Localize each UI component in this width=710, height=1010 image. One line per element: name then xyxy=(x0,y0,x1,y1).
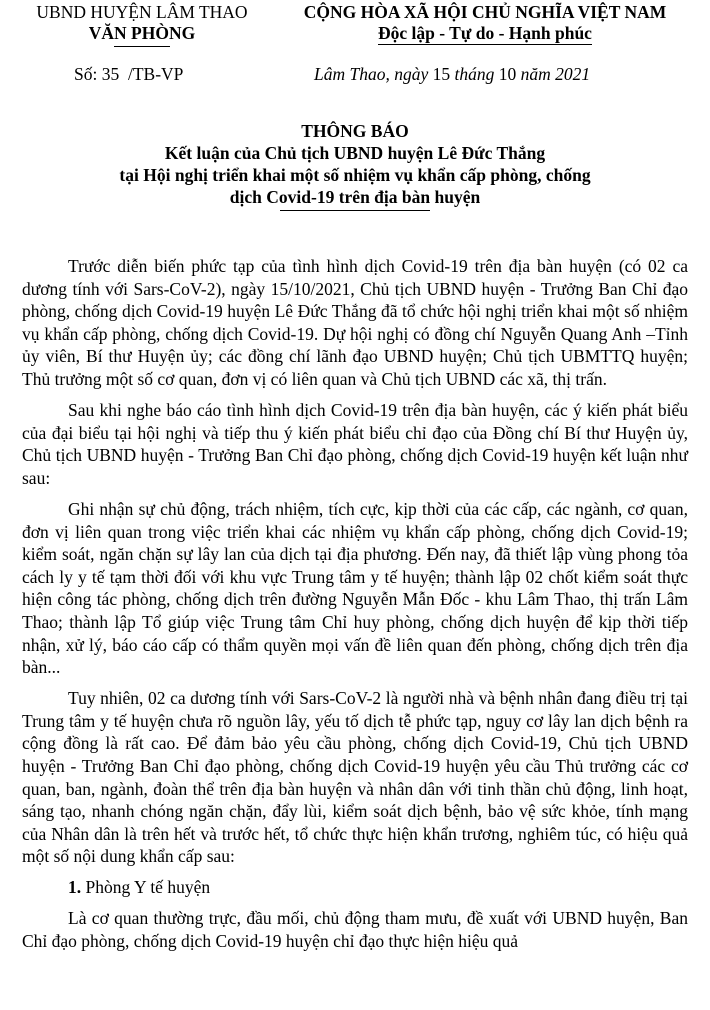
national-heading-block xyxy=(270,2,700,45)
title-underline xyxy=(280,210,430,211)
section-title: Phòng Y tế huyện xyxy=(85,877,211,898)
title-line-3: dịch Covid-19 trên địa bàn huyện xyxy=(229,187,481,207)
date-month: 10 xyxy=(498,64,517,84)
title-line-1: Kết luận của Chủ tịch UBND huyện Lê Đức Thắng xyxy=(164,143,546,163)
body-paragraph-3: Ghi nhận sự chủ động, trách nhiệm, tích cực, kịp thời của các cấp, các ngành, cơ quan, đơn vị liên quan trong việc triển khai các nhiệm vụ khẩn cấp phòng, chống dịch Covid-19; kiểm soát, ngăn chặn sự lây lan của dịch tại địa phương. Đến nay, đã thiết lập vùng phong tỏa cách ly y tế tạm thời đối với khu vực Trung tâm y tế huyện; thành lập 02 chốt kiểm soát thực hiện công tác phòng, chống dịch trên đường Nguyễn Mẫn Đốc - khu Lâm Thao, thị trấn Lâm Thao; thành lập Tổ giúp việc Trung tâm Chỉ huy phòng, chống dịch huyện để kịp thời tiếp nhận, xử lý, báo cáo cấp có thẩm quyền mọi vấn đề liên quan đến phòng, chống dịch trên địa bàn... xyxy=(22,498,688,678)
place-date-line xyxy=(314,63,590,85)
national-motto: Độc lập - Tự do - Hạnh phúc xyxy=(378,23,592,43)
doc-number-suffix: /TB-VP xyxy=(127,64,184,84)
body-paragraph-1: Trước diễn biến phức tạp của tình hình dịch Covid-19 trên địa bàn huyện (có 02 ca dương tính với Sars-CoV-2), ngày 15/10/2021, Chủ tịch UBND huyện - Trưởng Ban Chỉ đạo phòng, chống dịch Covid-19 huyện Lê Đức Thắng đã tổ chức hội nghị triển khai một số nhiệm vụ khẩn cấp phòng, chống dịch Covid-19. Dự hội nghị có đồng chí Nguyễn Quang Anh –Tỉnh ủy viên, Bí thư Huyện ủy; các đồng chí lãnh đạo UBND huyện; Chủ tịch UBMTTQ huyện; Thủ trưởng một số cơ quan, đơn vị có liên quan và Chủ tịch UBND các xã, thị trấn. xyxy=(22,256,688,389)
body-paragraph-2: Sau khi nghe báo cáo tình hình dịch Covid-19 trên địa bàn huyện, các ý kiến phát biểu của đại biểu tại hội nghị và tiếp thu ý kiến phát biểu chỉ đạo của Đồng chí Bí thư Huyện ủy, Chủ tịch UBND huyện - Trưởng Ban Chỉ đạo phòng, chống dịch Covid-19 huyện kết luận như sau: xyxy=(22,400,688,488)
office-name: VĂN PHÒNG xyxy=(88,23,196,43)
title-line-2: tại Hội nghị triển khai một số nhiệm vụ khẩn cấp phòng, chống xyxy=(119,165,591,185)
republic-name: CỘNG HÒA XÃ HỘI CHỦ NGHĨA VIỆT NAM xyxy=(303,2,667,22)
section-1-paragraph: Là cơ quan thường trực, đầu mối, chủ động tham mưu, đề xuất với UBND huyện, Ban Chỉ đạo phòng, chống dịch Covid-19 huyện chỉ đạo thực hiện hiệu quả xyxy=(22,908,688,951)
date-month-label: tháng xyxy=(454,64,495,84)
agency-underline xyxy=(114,46,170,47)
document-body xyxy=(22,255,688,961)
document-heading: THÔNG BÁO xyxy=(301,121,409,141)
date-place: Lâm Thao, ngày xyxy=(314,64,429,84)
document-number xyxy=(74,63,183,85)
agency-name: UBND HUYỆN LÂM THAO xyxy=(36,2,248,22)
section-number: 1. xyxy=(68,877,82,898)
date-year: 2021 xyxy=(555,64,591,84)
body-paragraph-4: Tuy nhiên, 02 ca dương tính với Sars-CoV-2 là người nhà và bệnh nhân đang điều trị tại Trung tâm y tế huyện chưa rõ nguồn lây, yếu tố dịch tễ phức tạp, nguy cơ lây lan dịch bệnh ra cộng đồng là rất cao. Để đảm bảo yêu cầu phòng, chống dịch Covid-19, Chủ tịch UBND huyện - Trưởng Ban Chỉ đạo phòng, chống dịch Covid-19 huyện yêu cầu Thủ trưởng các cơ quan, ban, ngành, đoàn thể trên địa bàn huyện và nhân dân với tinh thần chủ động, linh hoạt, sáng tạo, nhanh chóng ngăn chặn, đẩy lùi, kiểm soát dịch bệnh, bảo vệ sức khỏe, tính mạng của Nhân dân là trên hết và trước hết, tổ chức thực hiện khẩn trương, nghiêm túc, có hiệu quả một số nội dung khẩn cấp sau: xyxy=(22,688,688,867)
doc-number-value: 35 xyxy=(101,64,120,84)
issuing-agency-block xyxy=(22,2,262,47)
date-year-label: năm xyxy=(520,64,551,84)
section-heading-1 xyxy=(22,876,688,899)
document-title-block xyxy=(80,120,630,211)
date-day: 15 xyxy=(432,64,451,84)
doc-number-prefix: Số: xyxy=(74,64,98,84)
